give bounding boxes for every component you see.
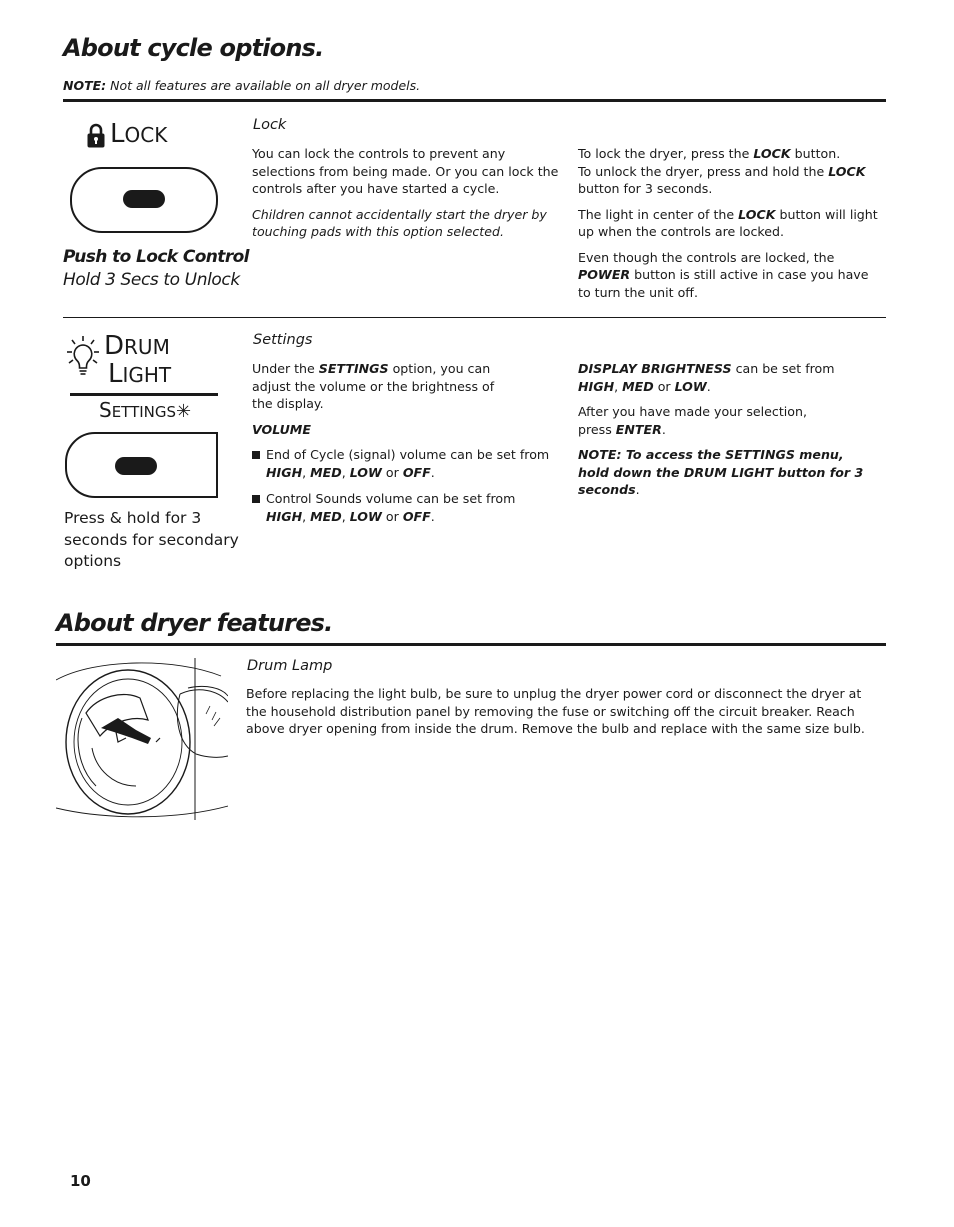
features-title: About dryer features. — [56, 609, 333, 637]
lock-control-sublabel: Hold 3 Secs to Unlock — [63, 270, 240, 290]
features-rule — [56, 643, 886, 646]
drum-lamp-text: Before replacing the light bulb, be sure to unplug the dryer power cord or disconnect the dryer at the household distribution panel by removing the fuse or switching off the circuit breaker. Reach above dryer opening from inside the drum. Remove the bulb and replace with the same size bulb. — [246, 686, 865, 736]
section-divider — [63, 317, 886, 318]
lock-col1-p2: Children cannot accidentally start the dryer by touching pads with this option selected. — [252, 206, 547, 239]
drum-lamp-illustration — [56, 658, 228, 820]
lock-indicator-light — [123, 190, 165, 208]
settings-note: NOTE: To access the SETTINGS menu, hold down the DRUM LIGHT button for 3 seconds. — [578, 447, 864, 497]
lock-col1-p1: You can lock the controls to prevent any selections from being made. Or you can lock the controls after you have started a cycle. — [252, 146, 559, 196]
page-title: About cycle options. — [63, 34, 324, 62]
lock-col2-p3: Even though the controls are locked, the POWER button is still active in case you have to turn the unit off. — [578, 249, 869, 300]
drum-title-underline — [70, 393, 218, 396]
padlock-icon — [86, 123, 106, 149]
lightbulb-icon — [66, 335, 100, 383]
volume-list — [252, 446, 557, 525]
page-number: 10 — [70, 1172, 91, 1190]
lock-title-rest: OCK — [124, 123, 168, 147]
settings-col2 — [578, 360, 878, 507]
enter-text: After you have made your selection, press ENTER. — [578, 404, 807, 437]
drum-title-line2: LIGHT — [108, 359, 172, 389]
lock-col2-p2: The light in center of the LOCK button will light up when the controls are locked. — [578, 206, 878, 239]
note-text: Not all features are available on all dryer models. — [110, 78, 421, 93]
lock-title — [86, 119, 167, 149]
note — [63, 78, 420, 93]
settings-col1 — [252, 360, 557, 534]
list-item: Control Sounds volume can be set from HIGH, MED, LOW or OFF. — [252, 490, 557, 525]
drum-caption: Press & hold for 3 seconds for secondary options — [64, 509, 239, 570]
drum-light-indicator — [115, 457, 157, 475]
lock-subhead: Lock — [253, 117, 287, 133]
drum-light-button[interactable] — [65, 432, 218, 498]
drum-title-line1: DRUM — [104, 331, 170, 361]
lock-col2 — [578, 145, 878, 309]
brightness-text: DISPLAY BRIGHTNESS can be set from HIGH, MED or LOW. — [578, 361, 835, 394]
list-item: End of Cycle (signal) volume can be set from HIGH, MED, LOW or OFF. — [252, 446, 557, 481]
lock-title-first: L — [110, 119, 125, 149]
settings-subhead: Settings — [253, 332, 313, 348]
lock-button[interactable] — [70, 167, 218, 233]
settings-label: SETTINGS✳ — [99, 398, 192, 422]
volume-label: VOLUME — [252, 421, 311, 437]
note-label: NOTE: — [63, 78, 107, 93]
drum-lamp-subhead: Drum Lamp — [247, 658, 333, 674]
lock-control-label: Push to Lock Control — [63, 247, 249, 267]
lock-col2-p1: To lock the dryer, press the LOCK button. To unlock the dryer, press and hold the LOCK button for 3 seconds. — [578, 146, 866, 196]
lock-col1 — [252, 145, 562, 249]
title-rule — [63, 99, 886, 102]
settings-intro: Under the SETTINGS option, you can adjust the volume or the brightness of the display. — [252, 361, 495, 411]
